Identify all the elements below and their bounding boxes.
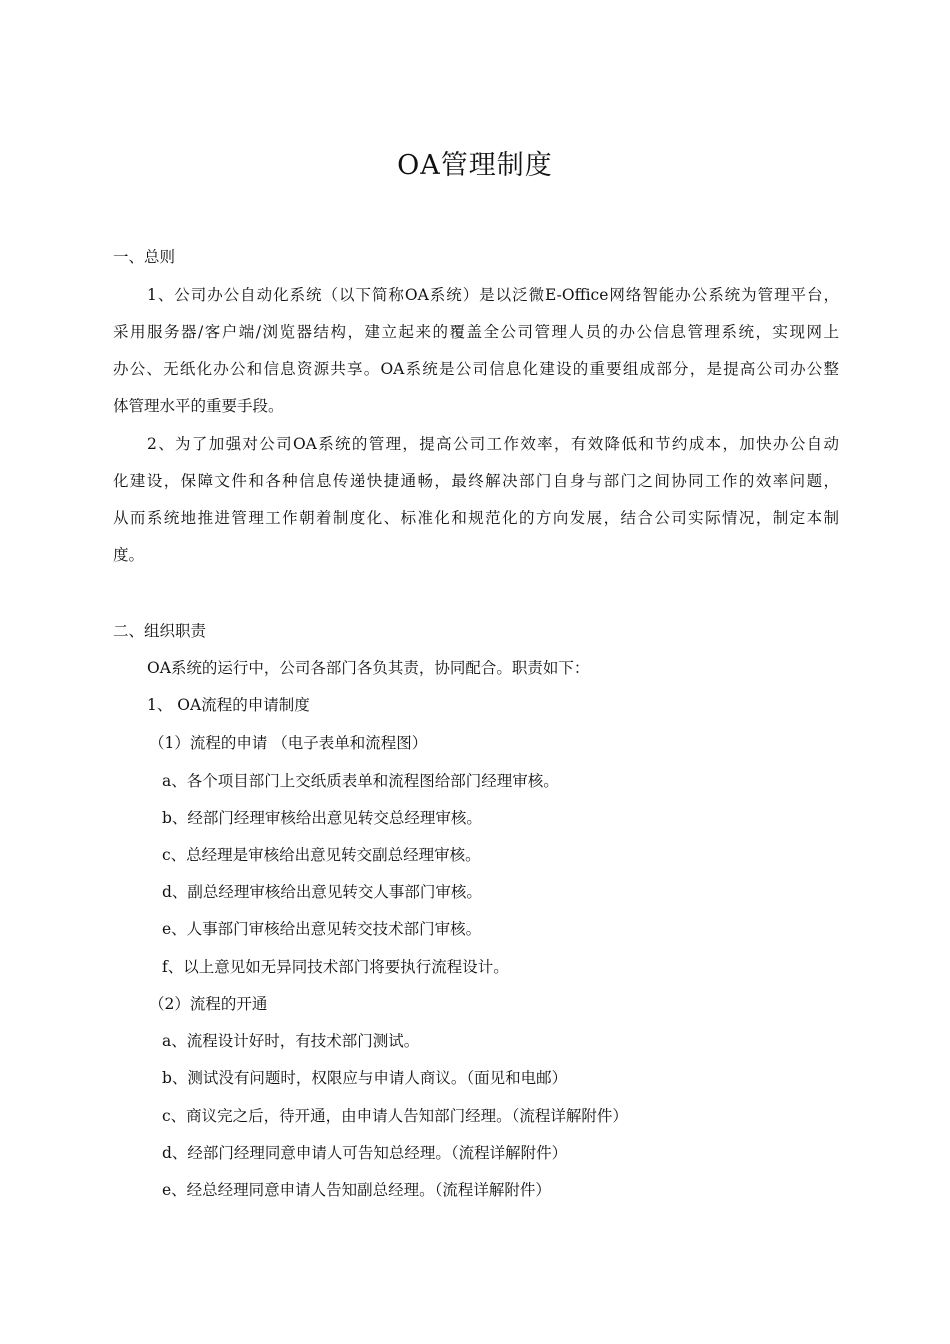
list-item: f、以上意见如无异同技术部门将要执行流程设计。: [162, 958, 509, 976]
list-heading: 1、 OA流程的申请制度: [147, 696, 310, 714]
paragraph-line: 从而系统地推进管理工作朝着制度化、标准化和规范化的方向发展，结合公司实际情况，制定本制: [113, 509, 839, 527]
paragraph-line: 体管理水平的重要手段。: [113, 397, 284, 415]
list-item: d、经部门经理同意申请人可告知总经理。（流程详解附件）: [162, 1144, 568, 1162]
list-item: d、副总经理审核给出意见转交人事部门审核。: [162, 883, 482, 901]
list-item: b、经部门经理审核给出意见转交总经理审核。: [162, 809, 482, 827]
document-title: OA管理制度: [397, 150, 553, 181]
section-heading: 二、组织职责: [113, 622, 207, 640]
paragraph-line: 2、为了加强对公司OA系统的管理，提高公司工作效率，有效降低和节约成本，加快办公自动: [147, 435, 839, 453]
list-item: a、流程设计好时，有技术部门测试。: [162, 1032, 420, 1050]
paragraph-line: 采用服务器/客户端/浏览器结构，建立起来的覆盖全公司管理人员的办公信息管理系统，实现网上: [113, 323, 839, 341]
subsection-heading: （1）流程的申请 （电子表单和流程图）: [149, 734, 428, 752]
paragraph-line: 度。: [113, 546, 145, 564]
list-item: c、商议完之后，待开通，由申请人告知部门经理。（流程详解附件）: [162, 1107, 628, 1125]
section-intro: OA系统的运行中，公司各部门各负其责，协同配合。职责如下：: [147, 659, 590, 677]
section-heading: 一、总则: [113, 248, 176, 266]
paragraph-line: 办公、无纸化办公和信息资源共享。OA系统是公司信息化建设的重要组成部分，是提高公司办公整: [113, 360, 839, 378]
paragraph-line: 1、公司办公自动化系统（以下简称OA系统）是以泛微E-Office网络智能办公系统为管理平台，: [147, 286, 839, 304]
subsection-heading: （2）流程的开通: [149, 995, 268, 1013]
list-item: e、经总经理同意申请人告知副总经理。（流程详解附件）: [162, 1181, 551, 1199]
list-item: c、总经理是审核给出意见转交副总经理审核。: [162, 846, 481, 864]
list-item: a、各个项目部门上交纸质表单和流程图给部门经理审核。: [162, 772, 559, 790]
list-item: e、人事部门审核给出意见转交技术部门审核。: [162, 920, 482, 938]
paragraph-line: 化建设，保障文件和各种信息传递快捷通畅，最终解决部门自身与部门之间协同工作的效率问题，: [113, 472, 839, 490]
list-item: b、测试没有问题时，权限应与申请人商议。（面见和电邮）: [162, 1069, 568, 1087]
